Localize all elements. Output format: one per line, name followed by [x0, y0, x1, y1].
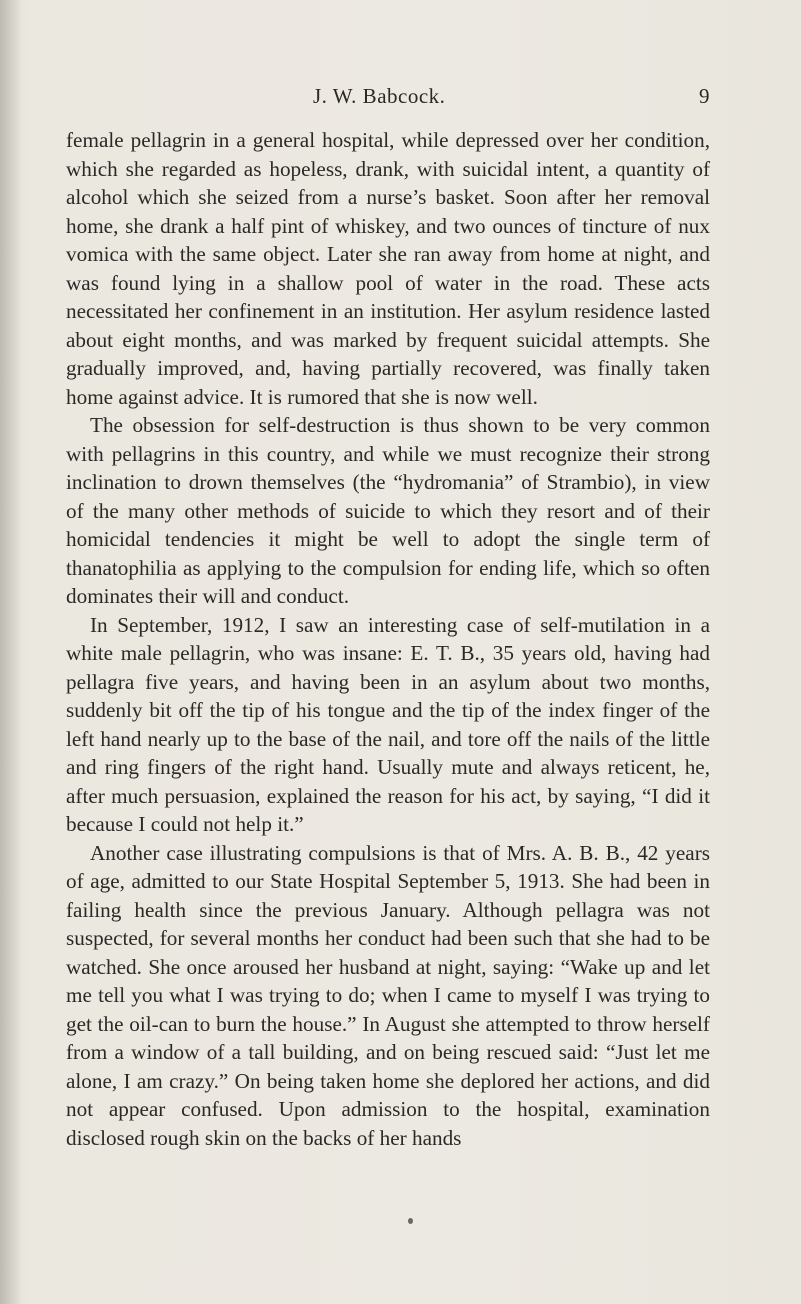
page-number: 9 — [699, 84, 710, 108]
paragraph-compulsion-case: Another case illustrating compulsions is that of Mrs. A. B. B., 42 years of age, admitted to our State Hospital September 5, 1913. She had been in failing health since the previous January. Although pellagra was not suspected, for several months her conduct had been such that she had to be watched. She once aroused her husband at night, saying: “Wake up and let me tell you what I was trying to do; when I came to myself I was trying to get the oil-can to burn the house.” In August she attempted to throw herself from a window of a tall building, and on being rescued said: “Just let me alone, I am crazy.” On being taken home she deplored her actions, and did not appear confused. Upon admission to the hospital, examination disclosed rough skin on the backs of her hands — [66, 840, 710, 1150]
page-edge-shadow — [0, 0, 22, 1304]
body-text — [66, 126, 710, 1152]
ink-speck — [408, 1218, 413, 1224]
page-header — [66, 84, 710, 116]
paragraph-continuation: female pellagrin in a general hospital, while depressed over her condition, which she regarded as hopeless, drank, with suicidal intent, a quantity of alcohol which she seized from a nurse’s basket. Soon after her removal home, she drank a half pint of whiskey, and two ounces of tincture of nux vomica with the same object. Later she ran away from home at night, and was found lying in a shallow pool of water in the road. These acts necessitated her confinement in an institution. Her asylum residence lasted about eight months, and was marked by frequent suicidal attempts. She gradually improved, and, having partially recovered, was finally taken home against advice. It is rumored that she is now well. — [66, 128, 710, 409]
paragraph-thanatophilia: The obsession for self-destruction is thus shown to be very common with pellagrins in this country, and while we must recognize their strong inclination to drown themselves (the “hydromania” of Strambio), in view of the many other methods of suicide to which they resort and of their homicidal tendencies it might be well to adopt the single term of thanatophilia as applying to the compulsion for ending life, which so often dominates their will and conduct. — [66, 413, 710, 608]
paragraph-self-mutilation-case: In September, 1912, I saw an interesting case of self-mutilation in a white male pellagrin, who was insane: E. T. B., 35 years old, having had pellagra five years, and having been in an asylum about two months, suddenly bit off the tip of his tongue and the tip of the index finger of the left hand nearly up to the base of the nail, and tore off the nails of the little and ring fingers of the right hand. Usually mute and always reticent, he, after much persuasion, explained the reason for his act, by saying, “I did it because I could not help it.” — [66, 612, 710, 836]
running-head: J. W. Babcock. — [313, 84, 446, 108]
